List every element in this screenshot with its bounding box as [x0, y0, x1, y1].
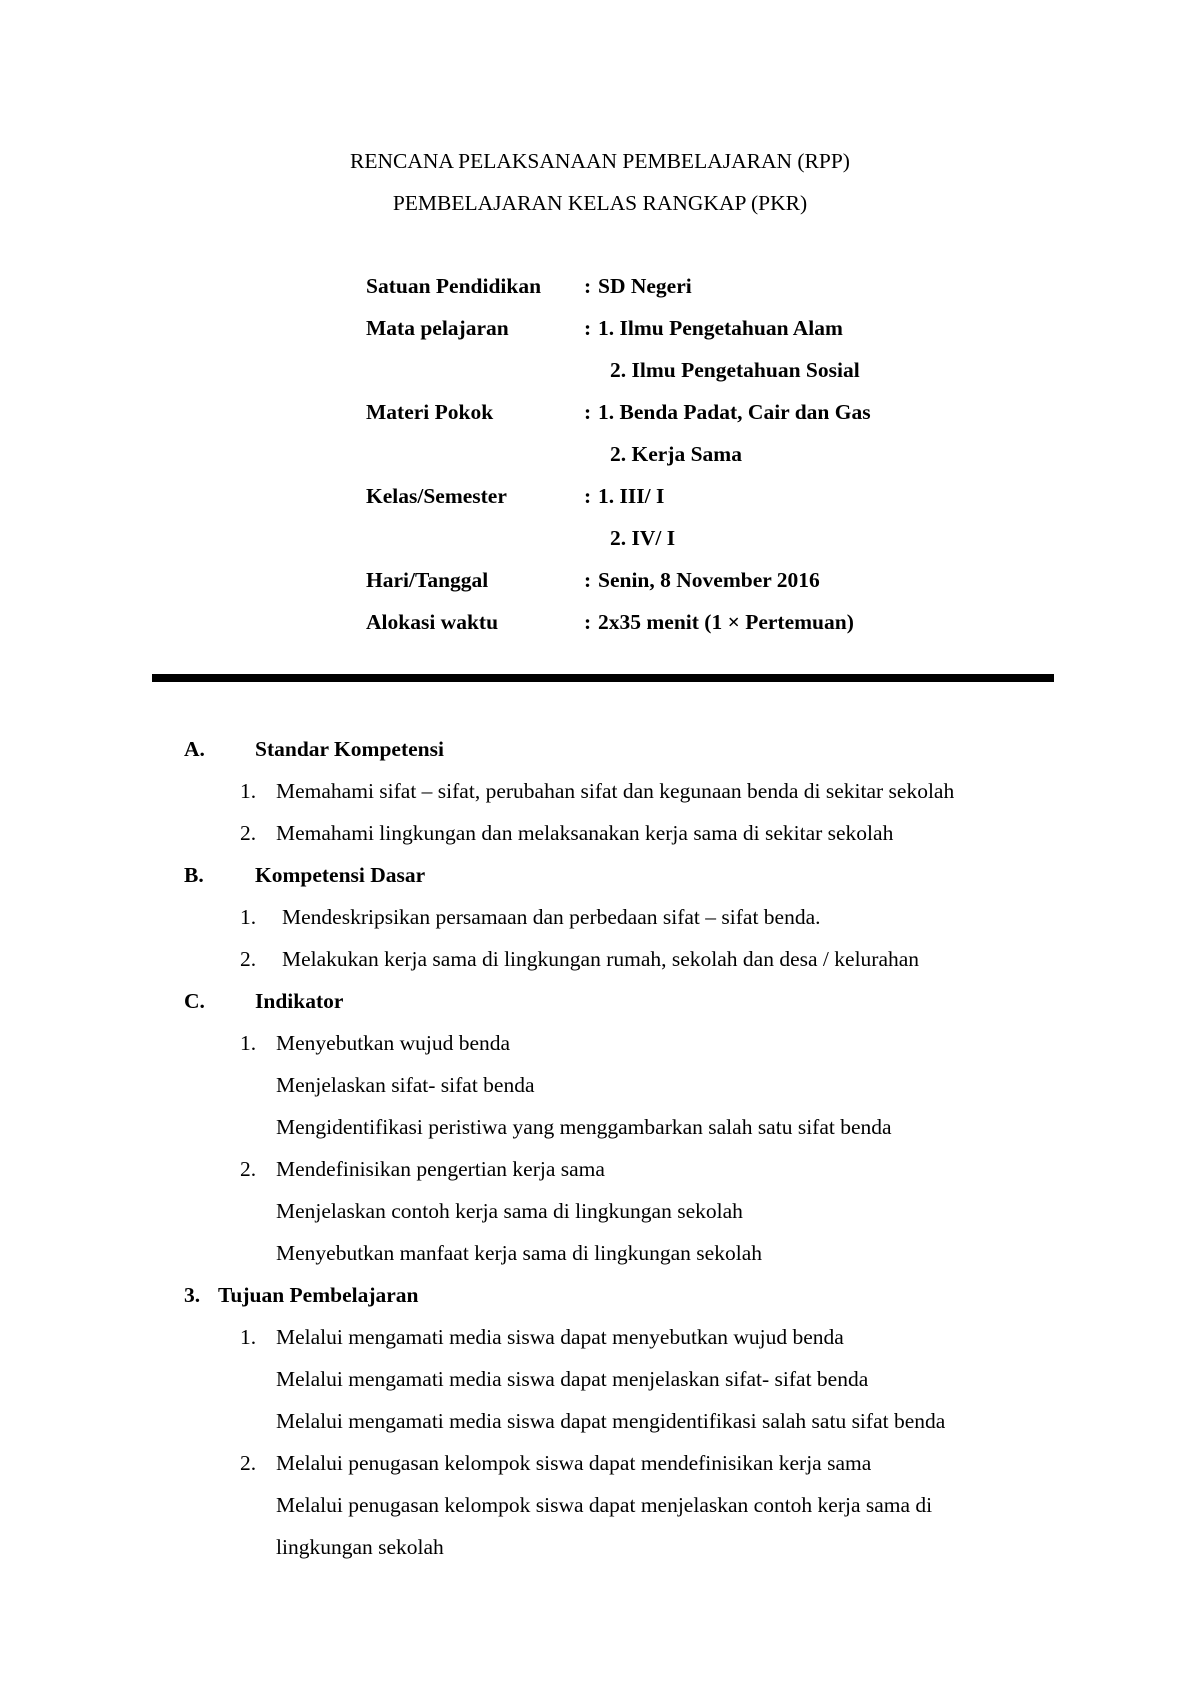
identity-value: 1. III/ I [598, 484, 665, 508]
list-text: Menyebutkan wujud benda [276, 1031, 511, 1055]
list-item [0, 1450, 1200, 1492]
list-item [0, 820, 1200, 862]
list-text: Mendefinisikan pengertian kerja sama [276, 1157, 605, 1181]
list-item [0, 1156, 1200, 1198]
identity-label: Hari/Tanggal [366, 568, 489, 592]
list-item [0, 1324, 1200, 1366]
list-text: Memahami lingkungan dan melaksanakan kerja sama di sekitar sekolah [276, 821, 894, 845]
list-item-continuation [0, 1534, 1200, 1576]
list-item [0, 1030, 1200, 1072]
list-text: Melalui penugasan kelompok siswa dapat menjelaskan contoh kerja sama di [276, 1493, 933, 1517]
list-number: 1. [240, 905, 257, 929]
section-heading-b [0, 862, 1200, 904]
list-text: Mengidentifikasi peristiwa yang menggambarkan salah satu sifat benda [276, 1115, 892, 1139]
identity-colon: : [584, 568, 592, 592]
list-item-continuation [0, 1198, 1200, 1240]
section-letter: A. [184, 737, 205, 761]
list-text: Memahami sifat – sifat, perubahan sifat dan kegunaan benda di sekitar sekolah [276, 779, 955, 803]
identity-value: SD Negeri [598, 274, 692, 298]
identity-label: Kelas/Semester [366, 484, 507, 508]
list-item [0, 904, 1200, 946]
section-letter: C. [184, 989, 205, 1013]
list-number: 2. [240, 947, 257, 971]
identity-label: Materi Pokok [366, 400, 494, 424]
identity-colon: : [584, 274, 592, 298]
list-item-continuation [0, 1366, 1200, 1408]
list-text: Menyebutkan manfaat kerja sama di lingkungan sekolah [276, 1241, 762, 1265]
list-number: 2. [240, 1157, 257, 1181]
list-text: Melalui mengamati media siswa dapat mengidentifikasi salah satu sifat benda [276, 1409, 946, 1433]
section-title: Indikator [255, 989, 344, 1013]
identity-value: 2x35 menit (1 × Pertemuan) [598, 610, 854, 634]
list-number: 2. [240, 1451, 257, 1475]
identity-value: 2. IV/ I [610, 526, 676, 550]
identity-colon: : [584, 610, 592, 634]
document-title: RENCANA PELAKSANAAN PEMBELAJARAN (RPP) [350, 149, 850, 173]
section-title: Tujuan Pembelajaran [218, 1283, 419, 1307]
list-number: 1. [240, 1325, 257, 1349]
list-text: Melalui penugasan kelompok siswa dapat mendefinisikan kerja sama [276, 1451, 872, 1475]
list-item-continuation [0, 1072, 1200, 1114]
list-text: Melakukan kerja sama di lingkungan rumah, sekolah dan desa / kelurahan [282, 947, 920, 971]
document-subtitle: PEMBELAJARAN KELAS RANGKAP (PKR) [392, 191, 808, 215]
identity-value: 1. Benda Padat, Cair dan Gas [598, 400, 871, 424]
identity-label: Alokasi waktu [366, 610, 499, 634]
identity-colon: : [584, 400, 592, 424]
identity-value: 2. Ilmu Pengetahuan Sosial [610, 358, 860, 382]
identity-colon: : [584, 484, 592, 508]
list-text: Mendeskripsikan persamaan dan perbedaan sifat – sifat benda. [282, 905, 821, 929]
list-text: Melalui mengamati media siswa dapat menyebutkan wujud benda [276, 1325, 844, 1349]
list-item-continuation [0, 1114, 1200, 1156]
list-item [0, 946, 1200, 988]
list-item-continuation [0, 1492, 1200, 1534]
section-title: Kompetensi Dasar [255, 863, 426, 887]
list-text: Menjelaskan contoh kerja sama di lingkungan sekolah [276, 1199, 743, 1223]
list-text: lingkungan sekolah [276, 1535, 444, 1559]
identity-value: 2. Kerja Sama [610, 442, 742, 466]
identity-label: Mata pelajaran [366, 316, 509, 340]
list-text: Menjelaskan sifat- sifat benda [276, 1073, 535, 1097]
section-heading-c [0, 988, 1200, 1030]
list-item [0, 778, 1200, 820]
identity-colon: : [584, 316, 592, 340]
section-heading-3 [0, 1282, 1200, 1324]
section-letter: B. [184, 863, 204, 887]
section-heading-a [0, 736, 1200, 778]
horizontal-divider [152, 674, 1054, 682]
section-number: 3. [184, 1283, 201, 1307]
list-number: 1. [240, 779, 257, 803]
identity-label: Satuan Pendidikan [366, 274, 542, 298]
list-text: Melalui mengamati media siswa dapat menjelaskan sifat- sifat benda [276, 1367, 869, 1391]
list-item-continuation [0, 1240, 1200, 1282]
list-item-continuation [0, 1408, 1200, 1450]
list-number: 1. [240, 1031, 257, 1055]
list-number: 2. [240, 821, 257, 845]
identity-value: 1. Ilmu Pengetahuan Alam [598, 316, 843, 340]
section-title: Standar Kompetensi [255, 737, 444, 761]
identity-value: Senin, 8 November 2016 [598, 568, 820, 592]
document-body [0, 736, 1200, 1576]
